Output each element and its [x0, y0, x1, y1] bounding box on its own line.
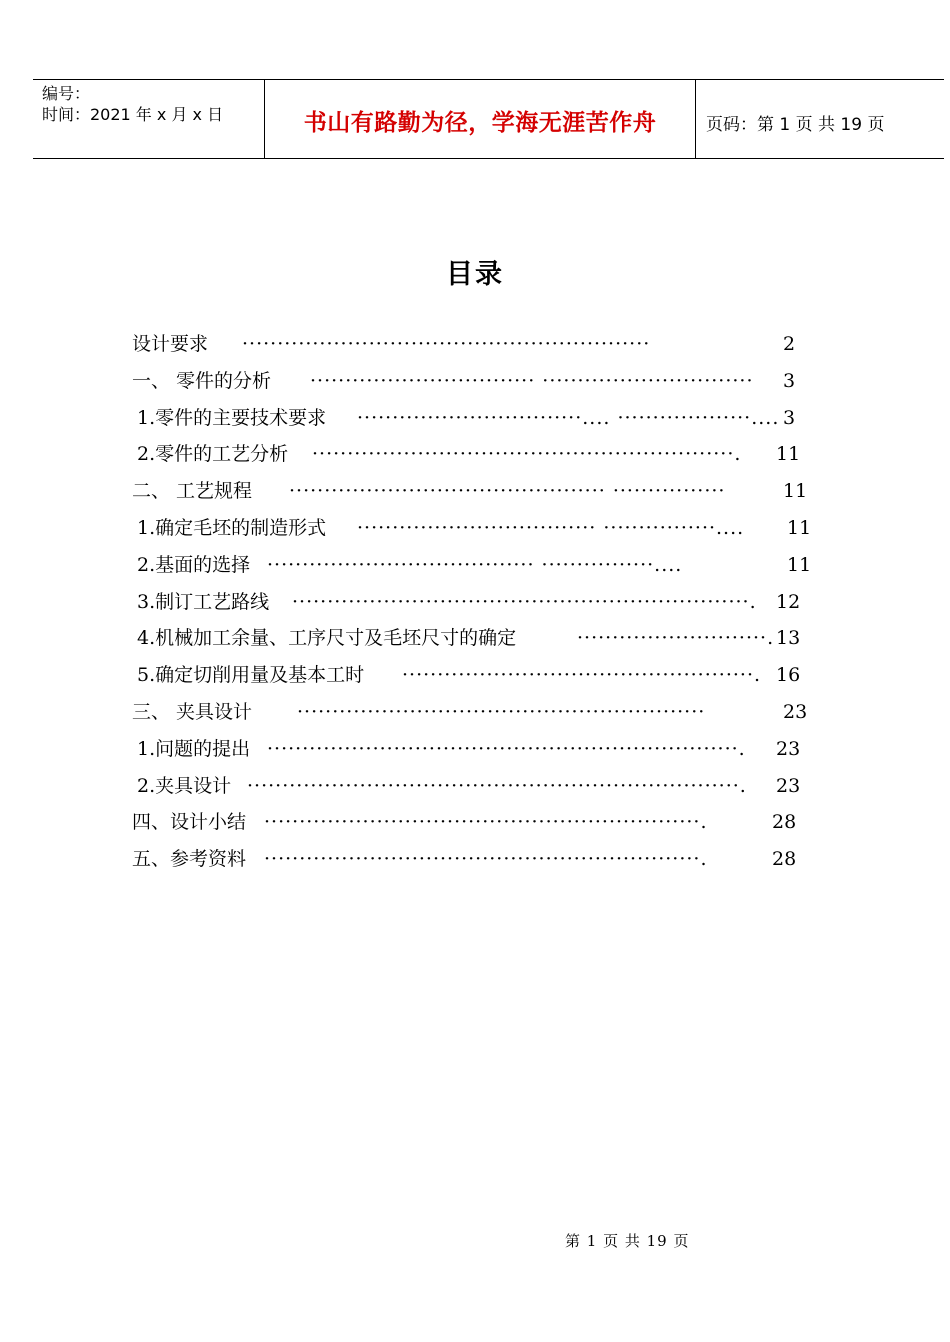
toc-page-number: 11 [776, 443, 801, 466]
header-left-cell [33, 80, 265, 158]
toc-entry-label: 1.零件的主要技术要求 [137, 406, 327, 429]
toc-entry-label: 设计要求 [132, 333, 209, 355]
toc-entry[interactable] [132, 479, 830, 503]
toc-entry-label: 五、参考资料 [132, 848, 247, 871]
toc-leader-dots: ···························. [577, 627, 775, 650]
toc-page-number: 3 [783, 369, 796, 392]
toc-entry[interactable] [137, 553, 830, 577]
toc-leader-dots: ····························································. [312, 443, 742, 466]
toc-page-number: 23 [776, 737, 801, 760]
toc-entry-label: 2.夹具设计 [137, 774, 232, 797]
toc-page-number: 23 [783, 701, 808, 723]
page-title: 目录 [446, 259, 504, 290]
toc-entry-label: 5.确定切削用量及基本工时 [137, 664, 365, 687]
toc-entry-label: 四、设计小结 [132, 811, 247, 834]
toc-leader-dots: ······························································. [264, 848, 708, 871]
toc-entry[interactable] [132, 810, 830, 834]
toc-page-number: 28 [772, 811, 797, 834]
toc-page-number: 16 [776, 664, 801, 687]
toc-entry[interactable] [137, 663, 830, 687]
toc-entry-label: 4.机械加工余量、工序尺寸及毛坯尺寸的确定 [137, 627, 517, 650]
toc-leader-dots: ······································································. [247, 774, 747, 797]
toc-entry[interactable] [137, 626, 830, 650]
toc-entry[interactable] [132, 332, 830, 356]
toc-entry[interactable] [137, 737, 830, 761]
toc-leader-dots: ··················································. [402, 664, 762, 687]
toc-page-number: 12 [776, 590, 801, 613]
toc-leader-dots: ································ ······························ [310, 369, 754, 392]
document-header [33, 79, 944, 159]
toc-entry-label: 三、 夹具设计 [132, 701, 253, 723]
toc-entry[interactable] [137, 516, 830, 540]
toc-page-number: 3 [783, 406, 796, 429]
document-number-label: 编号： [42, 84, 91, 103]
toc-entry[interactable] [132, 847, 830, 871]
toc-page-number: 2 [783, 333, 796, 355]
toc-leader-dots: ································.... ···················.... [357, 406, 780, 429]
toc-entry-label: 二、 工艺规程 [132, 480, 253, 503]
header-right-cell [696, 80, 944, 158]
toc-page-number: 11 [787, 517, 812, 539]
toc-leader-dots: ······································ ················.... [267, 553, 683, 576]
toc-page-number: 13 [776, 627, 801, 650]
toc-page-number: 11 [783, 480, 808, 503]
document-time-label: 时间：2021 年 x 月 x 日 [42, 105, 224, 124]
toc-page-number: 28 [772, 848, 797, 871]
page-footer: 第 1 页 共 19 页 [565, 1232, 690, 1250]
toc-entry-label: 一、 零件的分析 [132, 369, 272, 392]
toc-entry[interactable] [132, 700, 830, 724]
toc-entry[interactable] [137, 590, 830, 614]
toc-entry[interactable] [137, 406, 830, 430]
toc-entry-label: 1.确定毛坯的制造形式 [137, 517, 327, 539]
toc-entry[interactable] [132, 369, 830, 393]
toc-entry[interactable] [137, 442, 830, 466]
header-motto: 书山有路勤为径，学海无涯苦作舟 [303, 110, 657, 136]
toc-leader-dots: ···································································. [267, 737, 746, 760]
toc-entry-label: 1.问题的提出 [137, 737, 251, 760]
toc-leader-dots: ·································· ················.... [357, 517, 745, 539]
header-middle-cell [265, 80, 696, 158]
toc-leader-dots: ·························································· [242, 333, 651, 355]
toc-entry[interactable] [137, 774, 830, 798]
toc-entry-label: 3.制订工艺路线 [137, 590, 270, 613]
toc-entry-label: 2.基面的选择 [137, 553, 251, 576]
toc-page-number: 11 [787, 553, 812, 576]
toc-page-number: 23 [776, 774, 801, 797]
toc-leader-dots: ·························································· [297, 701, 706, 723]
toc-leader-dots: ·································································. [292, 590, 757, 613]
toc-entry-label: 2.零件的工艺分析 [137, 443, 289, 466]
toc-leader-dots: ······························································. [264, 811, 708, 834]
header-page-info: 页码：第 1 页 共 19 页 [706, 115, 885, 135]
toc-leader-dots: ············································· ················ [289, 480, 726, 503]
